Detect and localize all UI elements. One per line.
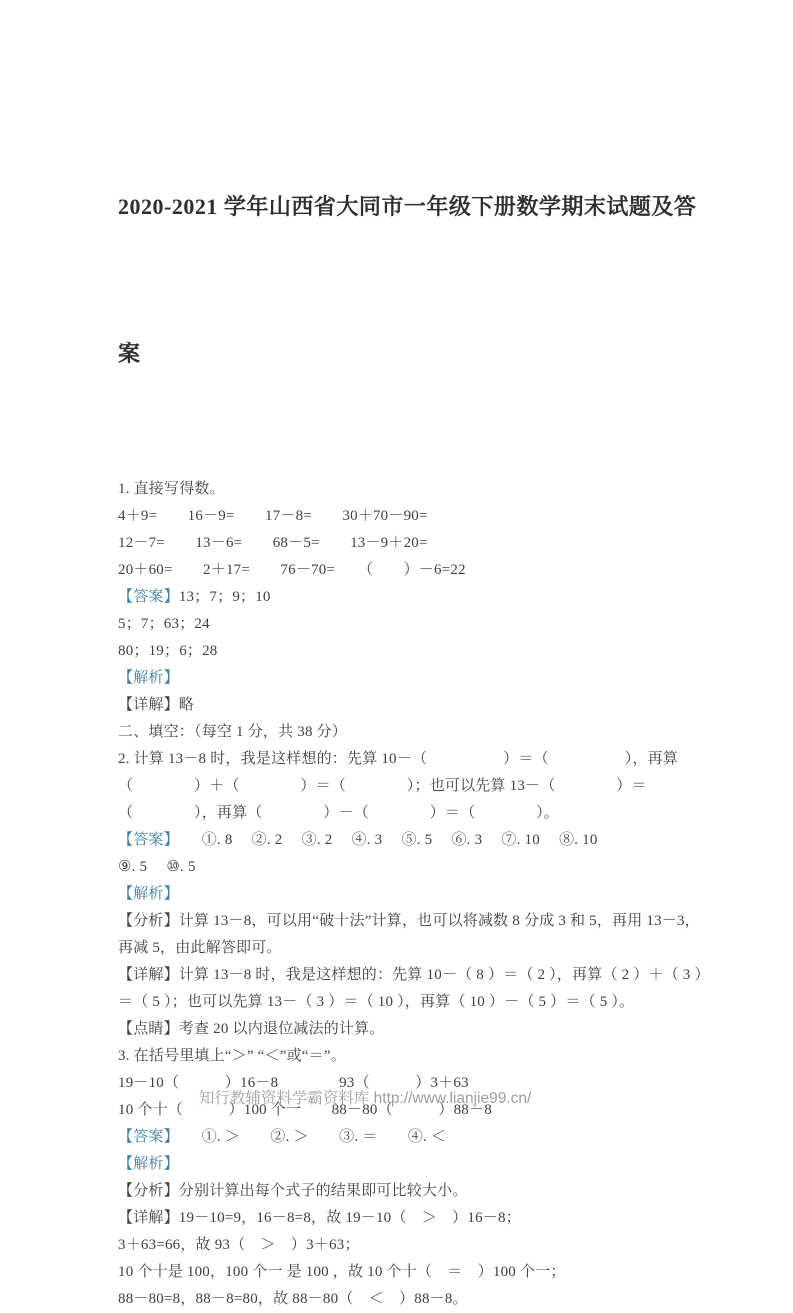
paragraph xyxy=(118,638,723,665)
text-run: （ ）＋（ ）＝（ ）；也可以先算 13－（ ）＝ xyxy=(118,778,647,794)
text-run: 1. 直接写得数。 xyxy=(118,481,225,497)
text-run: ①. ＞ ②. ＞ ③. ＝ ④. ＜ xyxy=(171,1129,447,1145)
text-run: 再减 5，由此解答即可。 xyxy=(118,940,282,956)
paragraph xyxy=(118,854,723,881)
paragraph xyxy=(118,503,723,530)
paragraph xyxy=(118,773,723,800)
highlight-label: 【解析】 xyxy=(118,670,179,686)
text-run: （ ），再算（ ）－（ ）＝（ ）。 xyxy=(118,805,560,821)
text-run: 【详解】计算 13－8 时，我是这样想的：先算 10－（ 8 ）＝（ 2 ），再算（ 2 ）＋（ 3 ） xyxy=(118,967,710,983)
paragraph xyxy=(118,665,723,692)
paragraph xyxy=(118,1259,723,1286)
highlight-label: 【解析】 xyxy=(118,1156,179,1172)
text-run: 【分析】计算 13－8，可以用“破十法”计算，也可以将减数 8 分成 3 和 5，再用 13－3， xyxy=(118,913,700,929)
text-run: 【详解】略 xyxy=(118,697,195,713)
paragraph xyxy=(118,800,723,827)
title-line-1: 2020-2021 学年山西省大同市一年级下册数学期末试题及答 xyxy=(118,194,697,219)
paragraph xyxy=(118,962,723,989)
paragraph xyxy=(118,1016,723,1043)
title-line-2: 案 xyxy=(118,341,141,366)
text-run: 3＋63=66，故 93（ ＞ ）3＋63； xyxy=(118,1237,360,1253)
paragraph xyxy=(118,476,723,503)
text-run: 3. 在括号里填上“＞” “＜”或“＝”。 xyxy=(118,1048,346,1064)
text-run: 88－80=8，88－8=80，故 88－80（ ＜ ）88－8。 xyxy=(118,1291,468,1307)
paragraph xyxy=(118,1205,723,1232)
footer-text: 知行教辅资料学霸资料库 http://www.lianjie99.cn/ xyxy=(198,1090,532,1107)
highlight-label: 【答案】 xyxy=(118,832,172,848)
document-body xyxy=(118,476,723,1313)
paragraph xyxy=(118,881,723,908)
text-run: 13；7；9；10 xyxy=(178,589,271,605)
paragraph xyxy=(118,1151,723,1178)
paragraph xyxy=(118,1232,723,1259)
text-run: 【点睛】考查 20 以内退位减法的计算。 xyxy=(118,1021,385,1037)
paragraph xyxy=(118,584,723,611)
footer xyxy=(80,1066,633,1132)
paragraph xyxy=(118,530,723,557)
text-run: 20＋60= 2＋17= 76－70= （ ）－6=22 xyxy=(118,562,466,578)
text-run: 【分析】分别计算出每个式子的结果即可比较大小。 xyxy=(118,1183,468,1199)
paragraph xyxy=(118,611,723,638)
text-run: 10 个十是 100，100 个一 是 100 ，故 10 个十（ ＝ ）100 个一； xyxy=(118,1264,566,1280)
paragraph xyxy=(118,557,723,584)
text-run: 12－7= 13－6= 68－5= 13－9＋20= xyxy=(118,535,428,551)
paragraph xyxy=(118,746,723,773)
paragraph xyxy=(118,935,723,962)
highlight-label: 【答案】 xyxy=(118,589,179,605)
text-run: 5；7；63；24 xyxy=(118,616,210,632)
paragraph xyxy=(118,989,723,1016)
text-run: ①. 8 ②. 2 ③. 2 ④. 3 ⑤. 5 ⑥. 3 ⑦. 10 ⑧. 10 xyxy=(171,832,598,848)
text-run: 2. 计算 13－8 时，我是这样想的：先算 10－（ ）＝（ ），再算 xyxy=(118,751,679,767)
paragraph xyxy=(118,827,723,854)
text-run: ⑨. 5 ⑩. 5 xyxy=(118,859,196,875)
text-run: ＝（ 5 ）；也可以先算 13－（ 3 ）＝（ 10 ），再算（ 10 ）－（ 5 ）＝（ 5 ）。 xyxy=(118,994,635,1010)
paragraph xyxy=(118,692,723,719)
text-run: 10 个十（ ）100 个一 88－80（ ）88－8 xyxy=(118,1102,492,1118)
text-run: 二、填空：（每空 1 分，共 38 分） xyxy=(118,724,348,740)
document-title xyxy=(118,84,723,476)
highlight-label: 【解析】 xyxy=(118,886,179,902)
paragraph xyxy=(118,719,723,746)
text-run: 19－10（ ）16－8 93（ ）3＋63 xyxy=(118,1075,469,1091)
paragraph xyxy=(118,908,723,935)
text-run: 【详解】19－10=9，16－8=8，故 19－10（ ＞ ）16－8； xyxy=(118,1210,521,1226)
text-run: 80；19；6；28 xyxy=(118,643,218,659)
text-run: 4＋9= 16－9= 17－8= 30＋70－90= xyxy=(118,508,428,524)
paragraph xyxy=(118,1178,723,1205)
paragraph xyxy=(118,1286,723,1313)
highlight-label: 【答案】 xyxy=(118,1129,172,1145)
